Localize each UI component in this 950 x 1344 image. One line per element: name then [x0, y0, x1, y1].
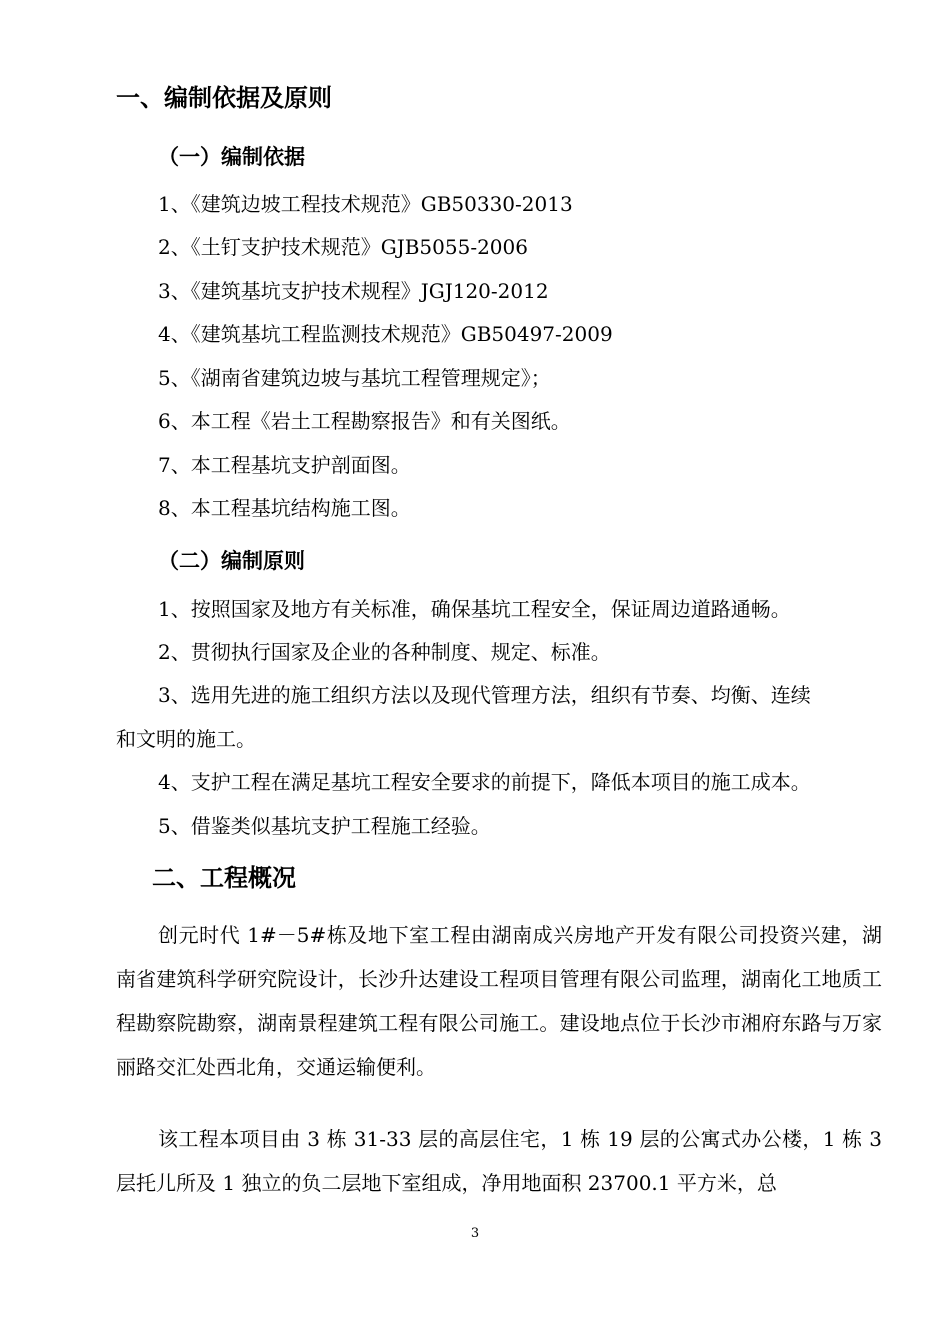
- basis-item-6: 6、本工程《岩土工程勘察报告》和有关图纸。: [158, 409, 571, 433]
- overview-paragraph-1: 创元时代 1#－5#栋及地下室工程由湖南成兴房地产开发有限公司投资兴建，湖南省建筑科学研究院设计，长沙升达建设工程项目管理有限公司监理，湖南化工地质工程勘察院勘察，湖南景程建筑工程有限公司施工。建设地点位于长沙市湘府东路与万家丽路交汇处西北角，交通运输便利。: [116, 923, 882, 1079]
- section-1-heading: 一、编制依据及原则: [116, 84, 332, 112]
- principle-item-1: 1、按照国家及地方有关标准，确保基坑工程安全，保证周边道路通畅。: [158, 597, 791, 621]
- subsection-basis-heading: （一）编制依据: [158, 145, 305, 169]
- basis-item-2: 2、《土钉支护技术规范》GJB5055-2006: [158, 235, 528, 259]
- overview-paragraph-2: 该工程本项目由 3 栋 31-33 层的高层住宅，1 栋 19 层的公寓式办公楼，1 栋 3 层托儿所及 1 独立的负二层地下室组成，净用地面积 23700.1 平方米，总: [116, 1127, 882, 1195]
- principle-item-2: 2、贯彻执行国家及企业的各种制度、规定、标准。: [158, 640, 611, 664]
- basis-item-3: 3、《建筑基坑支护技术规程》JGJ120-2012: [158, 279, 549, 303]
- basis-item-7: 7、本工程基坑支护剖面图。: [158, 453, 411, 477]
- basis-item-4: 4、《建筑基坑工程监测技术规范》GB50497-2009: [158, 322, 613, 346]
- basis-item-8: 8、本工程基坑结构施工图。: [158, 496, 411, 520]
- subsection-principle-heading: （二）编制原则: [158, 549, 305, 573]
- principle-item-3-line-1: 3、选用先进的施工组织方法以及现代管理方法，组织有节奏、均衡、连续: [158, 683, 811, 707]
- principle-item-3-line-2: 和文明的施工。: [116, 727, 256, 751]
- section-2-heading: 二、工程概况: [152, 864, 296, 892]
- page-number: 3: [470, 1226, 480, 1241]
- principle-item-5: 5、借鉴类似基坑支护工程施工经验。: [158, 814, 491, 838]
- basis-item-5: 5、《湖南省建筑边坡与基坑工程管理规定》；: [158, 366, 551, 390]
- principle-item-4: 4、支护工程在满足基坑工程安全要求的前提下，降低本项目的施工成本。: [158, 770, 811, 794]
- basis-item-1: 1、《建筑边坡工程技术规范》GB50330-2013: [158, 192, 573, 216]
